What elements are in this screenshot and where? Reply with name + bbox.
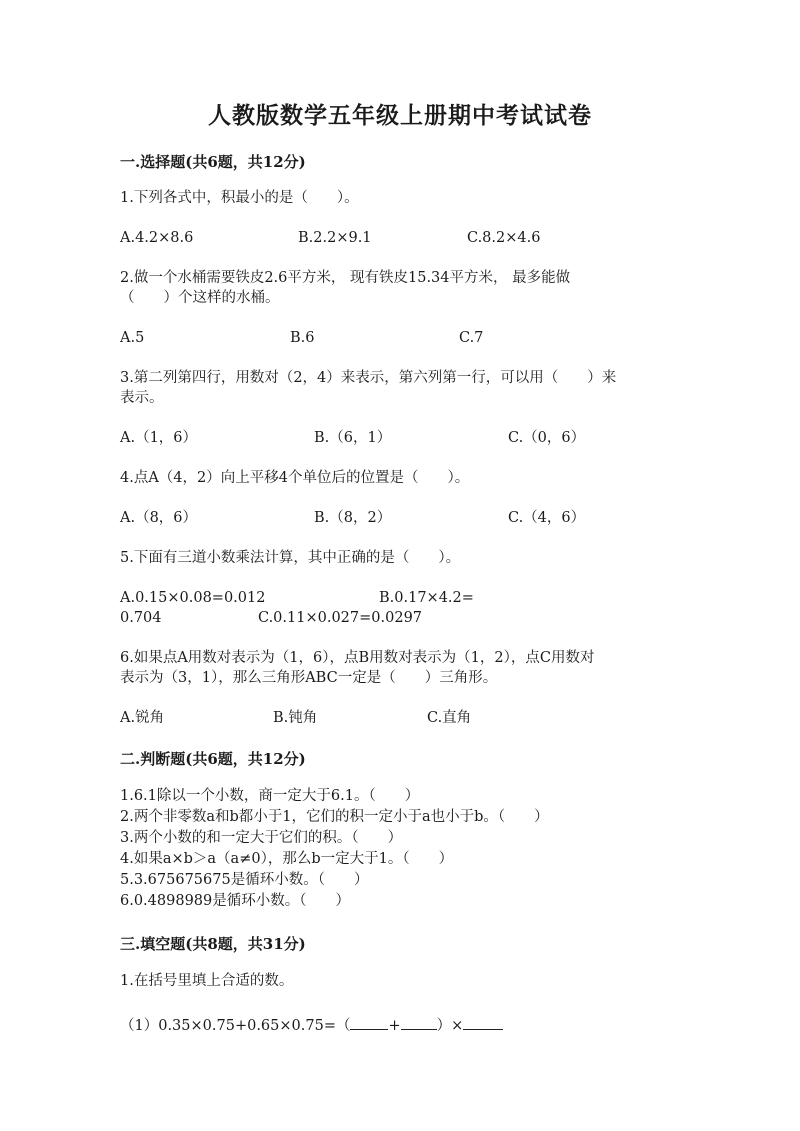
answer-blank[interactable] <box>350 1013 388 1030</box>
judge-item: 5.3.675675675是循环小数。（ ） <box>120 872 369 888</box>
option-b: B.（8，2） <box>314 510 392 526</box>
option-a: A.5 <box>120 330 145 346</box>
question-stem: 2.做一个水桶需要铁皮2.6平方米， 现有铁皮15.34平方米， 最多能做 <box>120 270 571 286</box>
expression-prefix: （1）0.35×0.75+0.65×0.75=（ <box>120 1018 351 1034</box>
option-c: C.直角 <box>427 710 472 726</box>
section-heading-fill: 三.填空题(共8题，共31分) <box>120 935 306 953</box>
option-c: C.7 <box>459 330 484 346</box>
judge-item: 6.0.4898989是循环小数。（ ） <box>120 893 350 909</box>
option-a: A.（8，6） <box>120 510 198 526</box>
option-b: B.（6，1） <box>314 430 392 446</box>
judge-item: 2.两个非零数a和b都小于1，它们的积一定小于a也小于b。（ ） <box>120 809 549 825</box>
answer-blank[interactable] <box>401 1013 437 1030</box>
option-a: A.0.15×0.08=0.012 <box>120 590 266 606</box>
question-stem-continued: （ ）个这样的水桶。 <box>120 290 280 306</box>
option-b: B.2.2×9.1 <box>298 230 372 246</box>
expression-close: ）× <box>436 1018 464 1034</box>
option-c: C.8.2×4.6 <box>467 230 541 246</box>
question-stem: 1.在括号里填上合适的数。 <box>120 973 294 989</box>
section-heading-choice: 一.选择题(共6题，共12分) <box>120 153 306 171</box>
page-title: 人教版数学五年级上册期中考试试卷 <box>208 102 592 129</box>
option-b: B.0.17×4.2= <box>379 590 474 606</box>
judge-item: 4.如果a×b＞a（a≠0），那么b一定大于1。（ ） <box>120 851 454 867</box>
question-stem: 3.第二列第四行，用数对（2，4）来表示，第六列第一行，可以用（ ）来 <box>120 370 617 386</box>
question-stem: 6.如果点A用数对表示为（1，6），点B用数对表示为（1，2），点C用数对 <box>120 650 595 666</box>
answer-blank[interactable] <box>463 1013 503 1030</box>
option-a: A.锐角 <box>120 710 165 726</box>
option-b: B.6 <box>290 330 315 346</box>
option-a: A.（1，6） <box>120 430 198 446</box>
fill-expression <box>120 1013 503 1036</box>
question-stem-continued: 表示。 <box>120 390 164 406</box>
plus-sign: + <box>388 1018 401 1034</box>
question-stem: 1.下列各式中，积最小的是（ ）。 <box>120 190 359 206</box>
option-b-continued: 0.704 <box>120 610 162 626</box>
option-c: C.（0，6） <box>508 430 586 446</box>
judge-item: 1.6.1除以一个小数，商一定大于6.1。（ ） <box>120 788 420 804</box>
question-stem: 4.点A（4，2）向上平移4个单位后的位置是（ ）。 <box>120 470 470 486</box>
option-a: A.4.2×8.6 <box>120 230 194 246</box>
question-stem: 5.下面有三道小数乘法计算，其中正确的是（ ）。 <box>120 550 461 566</box>
option-c: C.0.11×0.027=0.0297 <box>258 610 423 626</box>
option-b: B.钝角 <box>273 710 318 726</box>
section-heading-judge: 二.判断题(共6题，共12分) <box>120 750 306 768</box>
judge-item: 3.两个小数的和一定大于它们的积。（ ） <box>120 830 403 846</box>
question-stem-continued: 表示为（3，1），那么三角形ABC一定是（ ）三角形。 <box>120 670 498 686</box>
option-c: C.（4，6） <box>508 510 586 526</box>
